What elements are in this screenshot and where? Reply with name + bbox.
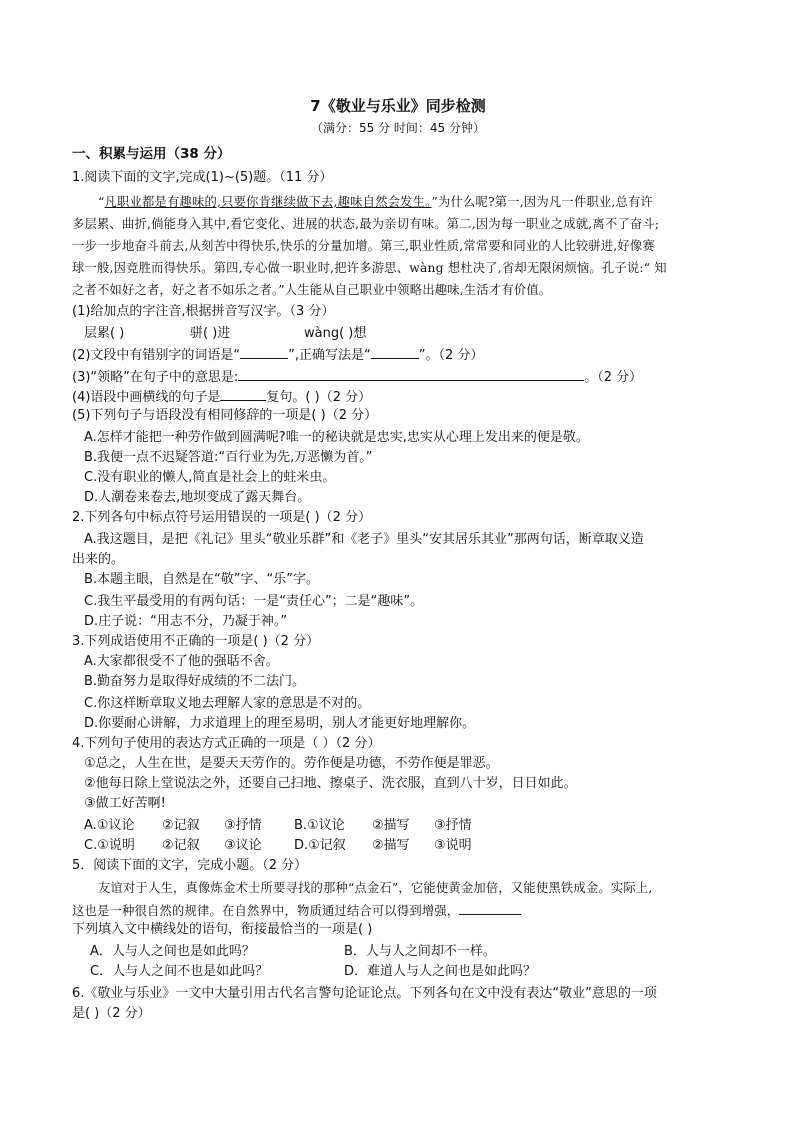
quote-mark: “ [98, 195, 105, 209]
page-subtitle: （满分：55 分 时间：45 分钟） [311, 121, 485, 135]
q5-option-a: A．人与人之间也是如此吗？ [90, 944, 255, 959]
q1-sub4: (4)语段中画横线的句子是 复句。( )（2 分） [72, 386, 371, 408]
q5-question: 下列填入文中横线处的语句，衔接最恰当的一项是( ) [72, 922, 373, 937]
q1-passage-line-5: 之者不如好之者，好之者不如乐之者。”人生能从自己职业中领略出趣味,生活才有价值。 [72, 283, 552, 297]
q2-stem: 2.下列各句中标点符号运用错误的一项是( )（2 分） [72, 510, 372, 525]
q4-option-a-2: ②记叙 [162, 818, 200, 833]
q1-passage-line-1 [98, 192, 653, 212]
q5-passage-line-1: 友谊对于人生，真像炼金术士所要寻找的那种“点金石”，它能使黄金加倍，又能使黑铁成金。实际上, [98, 881, 653, 895]
underlined-sentence: 凡职业都是有趣味的,只要你肯继续做下去,趣味自然会发生。 [104, 195, 432, 209]
q1-passage-line-4: 球一般,因竞胜而得快乐。第四,专心做一职业时,把许多游思、wàng 想杜决了,省却无限闲烦恼。孔子说:“ 知 [72, 261, 667, 275]
passage-text: ”为什么呢?第一,因为凡一件职业,总有许 [431, 195, 653, 209]
q4-stem: 4.下列句子使用的表达方式正确的一项是（ ）（2 分） [72, 736, 381, 751]
q1-stem: 1.阅读下面的文字,完成(1)~(5)题。（11 分） [72, 170, 333, 185]
q2-option-a: A.我这题目，是把《礼记》里头“敬业乐群”和《老子》里头“安其居乐其业”那两句话，断章取义造 [84, 532, 644, 547]
q2-option-c: C.我生平最受用的有两句话：一是“责任心”；二是“趣味”。 [84, 594, 424, 609]
q5-option-d: D．难道人与人之间也是如此吗？ [344, 964, 537, 979]
q3-option-d: D.你要耐心讲解，力求道理上的理至易明，别人才能更好地理解你。 [84, 716, 476, 731]
q1-sub5-option-d: D.人潮卷来卷去,地坝变成了露天舞台。 [84, 490, 311, 505]
q1-sub5-option-a: A.怎样才能把一种劳作做到圆满呢?唯一的秘诀就是忠实,忠实从心理上发出来的便是敬。 [84, 430, 589, 445]
q1-sub1-word-1: 层累( ) [84, 326, 125, 341]
q5-passage-line-2: 这也是一种很自然的规律。在自然界中，物质通过结合可以得到增强， [72, 900, 521, 921]
q1-sub5-stem: (5)下列句子与语段没有相同修辞的一项是( )（2 分） [72, 408, 378, 423]
q3-option-c: C.你这样断章取义地去理解人家的意思是不对的。 [84, 696, 371, 711]
q2-option-d: D.庄子说：“用志不分，乃凝于神。” [84, 614, 288, 629]
q3-stem: 3.下列成语使用不正确的一项是( )（2 分） [72, 634, 320, 649]
q5-option-b: B．人与人之间却不一样。 [344, 944, 496, 959]
q3-option-a: A.大家都很受不了他的强聒不舍。 [84, 654, 279, 669]
answer-blank[interactable] [240, 344, 288, 359]
q4-option-d-2: ②描写 [372, 838, 410, 853]
q1-sub2: (2)文段中有错别字的词语是“ ”,正确写法是“ ”。（2 分） [72, 344, 483, 366]
q4-option-c-1: C.①说明 [84, 838, 135, 853]
q4-option-b-2: ②描写 [372, 818, 410, 833]
answer-blank[interactable] [220, 386, 266, 401]
q1-passage-line-3: 一步一步地奋斗前去,从刻苦中得快乐,快乐的分量加增。第三,职业性质,常常要和同业的人比较骈进,好像赛 [72, 239, 655, 253]
q4-sentence-3: ③做工好苦啊! [84, 796, 166, 811]
q4-option-d-1: D.①记叙 [294, 838, 346, 853]
q6-stem-line-1: 6.《敬业与乐业》一文中大量引用古代名言警句论证论点。下列各句在文中没有表达“敬业”意思的一项 [72, 986, 657, 1001]
q4-option-a-3: ③抒情 [224, 818, 262, 833]
q4-option-c-2: ②记叙 [162, 838, 200, 853]
q4-sentence-1: ①总之，人生在世，是要天天劳作的。劳作便是功德，不劳作便是罪恶。 [84, 756, 499, 771]
q2-option-a-cont: 出来的。 [72, 552, 125, 567]
q4-option-d-3: ③说明 [434, 838, 472, 853]
q1-passage-line-2: 多层累、曲折,倘能身入其中,看它变化、进展的状态,最为亲切有味。第二,因为每一职业之成就,离不了奋斗; [72, 217, 660, 231]
q1-sub1-word-3: wàng( )想 [304, 326, 367, 341]
section-heading: 一、积累与运用（38 分） [72, 146, 231, 162]
answer-blank[interactable] [459, 900, 521, 915]
q4-option-b-1: B.①议论 [294, 818, 345, 833]
q5-option-c: C．人与人之间不也是如此吗？ [90, 964, 269, 979]
q4-option-b-3: ③抒情 [434, 818, 472, 833]
q1-sub5-option-c: C.没有职业的懒人,简直是社会上的蛀米虫。 [84, 470, 336, 485]
q2-option-b: B.本题主眼，自然是在“敬”字、“乐”字。 [84, 572, 319, 587]
q4-option-c-3: ③议论 [224, 838, 262, 853]
q3-option-b: B.勤奋努力是取得好成绩的不二法门。 [84, 674, 306, 689]
page-title: 7《敬业与乐业》同步检测 [310, 97, 486, 115]
answer-blank[interactable] [238, 366, 584, 381]
q5-stem: 5．阅读下面的文字，完成小题。（2 分） [72, 858, 308, 873]
q6-stem-line-2: 是( )（2 分） [72, 1006, 151, 1021]
q1-sub5-option-b: B.我便一点不迟疑答道:“百行业为先,万恶懒为首。” [84, 450, 373, 465]
q4-sentence-2: ②他每日除上堂说法之外，还要自己扫地、擦桌子、洗衣服，直到八十岁，日日如此。 [84, 776, 577, 791]
q1-sub3: (3)“领略”在句子中的意思是: 。（2 分） [72, 366, 642, 388]
q1-sub1-word-2: 骈( )进 [190, 326, 231, 341]
answer-blank[interactable] [371, 344, 419, 359]
q1-sub1-stem: (1)给加点的字注音,根据拼音写汉字。（3 分） [72, 304, 335, 319]
q4-option-a-1: A.①议论 [84, 818, 135, 833]
